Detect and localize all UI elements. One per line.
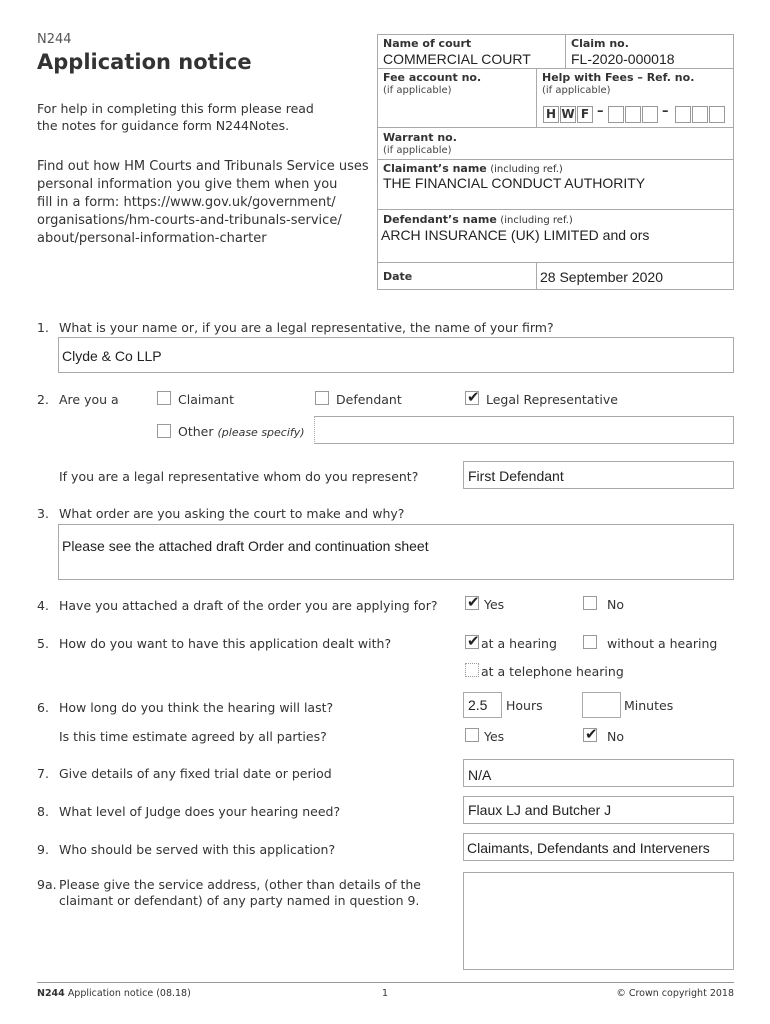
hours-value: 2.5: [468, 697, 488, 713]
q7-field[interactable]: [463, 759, 734, 787]
hwf-box[interactable]: [709, 106, 725, 123]
q3-value: Please see the attached draft Order and continuation sheet: [62, 538, 429, 554]
divider: [377, 127, 734, 128]
court-label: Name of court: [383, 37, 472, 50]
warrant-label: Warrant no.: [383, 131, 457, 144]
copyright: © Crown copyright 2018: [616, 988, 734, 999]
q9a-address-field[interactable]: [463, 872, 734, 970]
hwf-box[interactable]: [692, 106, 708, 123]
hearing-label: at a hearing: [481, 636, 557, 651]
hours-label: Hours: [506, 698, 543, 713]
agreed-yes-label: Yes: [484, 729, 505, 744]
date-label: Date: [383, 270, 413, 283]
other-specify-field[interactable]: [314, 416, 734, 444]
minutes-label: Minutes: [624, 698, 674, 713]
claimant-label: Claimant’s name: [383, 162, 487, 175]
q4-no-label: No: [607, 597, 624, 612]
hwf-box[interactable]: [642, 106, 658, 123]
hwf-label: Help with Fees – Ref. no.: [542, 71, 695, 84]
q3-text: What order are you asking the court to make and why?: [59, 506, 405, 521]
rep-question: If you are a legal representative whom do you represent?: [59, 469, 419, 484]
agreed-no-checkbox[interactable]: [583, 725, 598, 743]
legal-rep-option: Legal Representative: [486, 392, 618, 407]
claim-label: Claim no.: [571, 37, 629, 50]
q4-yes-label: Yes: [484, 597, 505, 612]
divider: [377, 68, 734, 69]
without-hearing-label: without a hearing: [607, 636, 718, 651]
legal-rep-checkbox[interactable]: [465, 388, 480, 406]
q5-number: 5.: [37, 636, 49, 651]
q7-text: Give details of any fixed trial date or period: [59, 766, 332, 781]
agreed-yes-checkbox[interactable]: [465, 728, 479, 742]
telephone-hearing-checkbox[interactable]: [465, 663, 479, 677]
q4-number: 4.: [37, 598, 49, 613]
q3-number: 3.: [37, 506, 49, 521]
check-icon: ✔: [467, 632, 480, 650]
other-label: Other: [178, 424, 214, 439]
other-specify: (please specify): [217, 426, 305, 439]
claimant-value[interactable]: THE FINANCIAL CONDUCT AUTHORITY: [383, 175, 646, 191]
form-code: N244: [37, 32, 72, 47]
hwf-dash: –: [662, 104, 669, 119]
claimant-checkbox[interactable]: [157, 391, 171, 405]
q4-no-checkbox[interactable]: [583, 596, 597, 610]
privacy-line: organisations/hm-courts-and-tribunals-service/: [37, 213, 342, 228]
defendant-label-row: [383, 213, 573, 226]
privacy-line: Find out how HM Courts and Tribunals Service uses: [37, 159, 369, 174]
claimant-label-row: [383, 162, 563, 175]
q6-text: How long do you think the hearing will last?: [59, 700, 334, 715]
hwf-letter-f: F: [577, 106, 593, 123]
q5-text: How do you want to have this application dealt with?: [59, 636, 392, 651]
divider: [377, 209, 734, 210]
defendant-option: Defendant: [336, 392, 402, 407]
check-icon: ✔: [585, 725, 598, 743]
privacy-line: about/personal-information-charter: [37, 231, 267, 246]
footer-form-label: [37, 988, 191, 999]
q1-text: What is your name or, if you are a legal representative, the name of your firm?: [59, 320, 554, 335]
fee-sub: (if applicable): [383, 85, 452, 96]
check-icon: ✔: [467, 593, 480, 611]
footer-code: N244: [37, 988, 65, 999]
minutes-field[interactable]: [582, 692, 621, 718]
divider: [377, 262, 734, 263]
q9a-line: claimant or defendant) of any party named in question 9.: [59, 893, 420, 908]
q7-number: 7.: [37, 766, 49, 781]
q9a-line: Please give the service address, (other than details of the: [59, 877, 421, 892]
hearing-checkbox[interactable]: [465, 632, 480, 650]
date-value[interactable]: 28 September 2020: [540, 269, 663, 285]
privacy-line: personal information you give them when you: [37, 177, 338, 192]
hwf-letter-h: H: [543, 106, 559, 123]
q9-text: Who should be served with this application?: [59, 842, 336, 857]
hwf-dash: –: [597, 104, 604, 119]
page-number: 1: [382, 988, 389, 999]
privacy-line: fill in a form: https://www.gov.uk/government/: [37, 195, 336, 210]
divider: [536, 262, 537, 290]
hwf-box[interactable]: [675, 106, 691, 123]
footer-divider: [37, 982, 734, 983]
other-option: [178, 424, 305, 439]
telephone-hearing-label: at a telephone hearing: [481, 664, 624, 679]
q8-number: 8.: [37, 804, 49, 819]
check-icon: ✔: [467, 388, 480, 406]
q9a-number: 9a.: [37, 877, 57, 892]
hwf-sub: (if applicable): [542, 85, 611, 96]
q7-value: N/A: [468, 767, 492, 783]
without-hearing-checkbox[interactable]: [583, 635, 597, 649]
claimant-option: Claimant: [178, 392, 234, 407]
defendant-label: Defendant’s name: [383, 213, 497, 226]
q9-number: 9.: [37, 842, 49, 857]
defendant-checkbox[interactable]: [315, 391, 329, 405]
other-checkbox[interactable]: [157, 424, 171, 438]
court-value[interactable]: COMMERCIAL COURT: [383, 51, 531, 67]
warrant-sub: (if applicable): [383, 145, 452, 156]
q8-text: What level of Judge does your hearing need?: [59, 804, 341, 819]
agreed-no-label: No: [607, 729, 624, 744]
q6-number: 6.: [37, 700, 49, 715]
agreed-question: Is this time estimate agreed by all parties?: [59, 729, 327, 744]
q1-number: 1.: [37, 320, 49, 335]
q2-text: Are you a: [59, 392, 119, 407]
privacy-text: [37, 158, 377, 248]
q8-value: Flaux LJ and Butcher J: [468, 802, 612, 818]
q4-yes-checkbox[interactable]: [465, 593, 480, 611]
fee-label: Fee account no.: [383, 71, 482, 84]
help-text: For help in completing this form please read the notes for guidance form N244Notes.: [37, 101, 314, 133]
hwf-letter-w: W: [561, 107, 575, 121]
q4-text: Have you attached a draft of the order you are applying for?: [59, 598, 438, 613]
hwf-box[interactable]: [625, 106, 641, 123]
q1-value: Clyde & Co LLP: [62, 348, 162, 364]
rep-value: First Defendant: [468, 468, 564, 484]
claimant-sub: (including ref.): [490, 164, 563, 175]
defendant-sub: (including ref.): [500, 215, 573, 226]
q2-number: 2.: [37, 392, 49, 407]
divider: [565, 34, 566, 68]
divider: [536, 68, 537, 127]
hwf-box[interactable]: [608, 106, 624, 123]
claim-value[interactable]: FL-2020-000018: [571, 51, 675, 67]
page-title: Application notice: [37, 50, 252, 74]
defendant-value[interactable]: ARCH INSURANCE (UK) LIMITED and ors: [381, 227, 650, 243]
divider: [377, 159, 734, 160]
q9a-text: [59, 877, 421, 909]
q9-value: Claimants, Defendants and Interveners: [467, 840, 710, 856]
footer-label: Application notice (08.18): [67, 988, 191, 999]
